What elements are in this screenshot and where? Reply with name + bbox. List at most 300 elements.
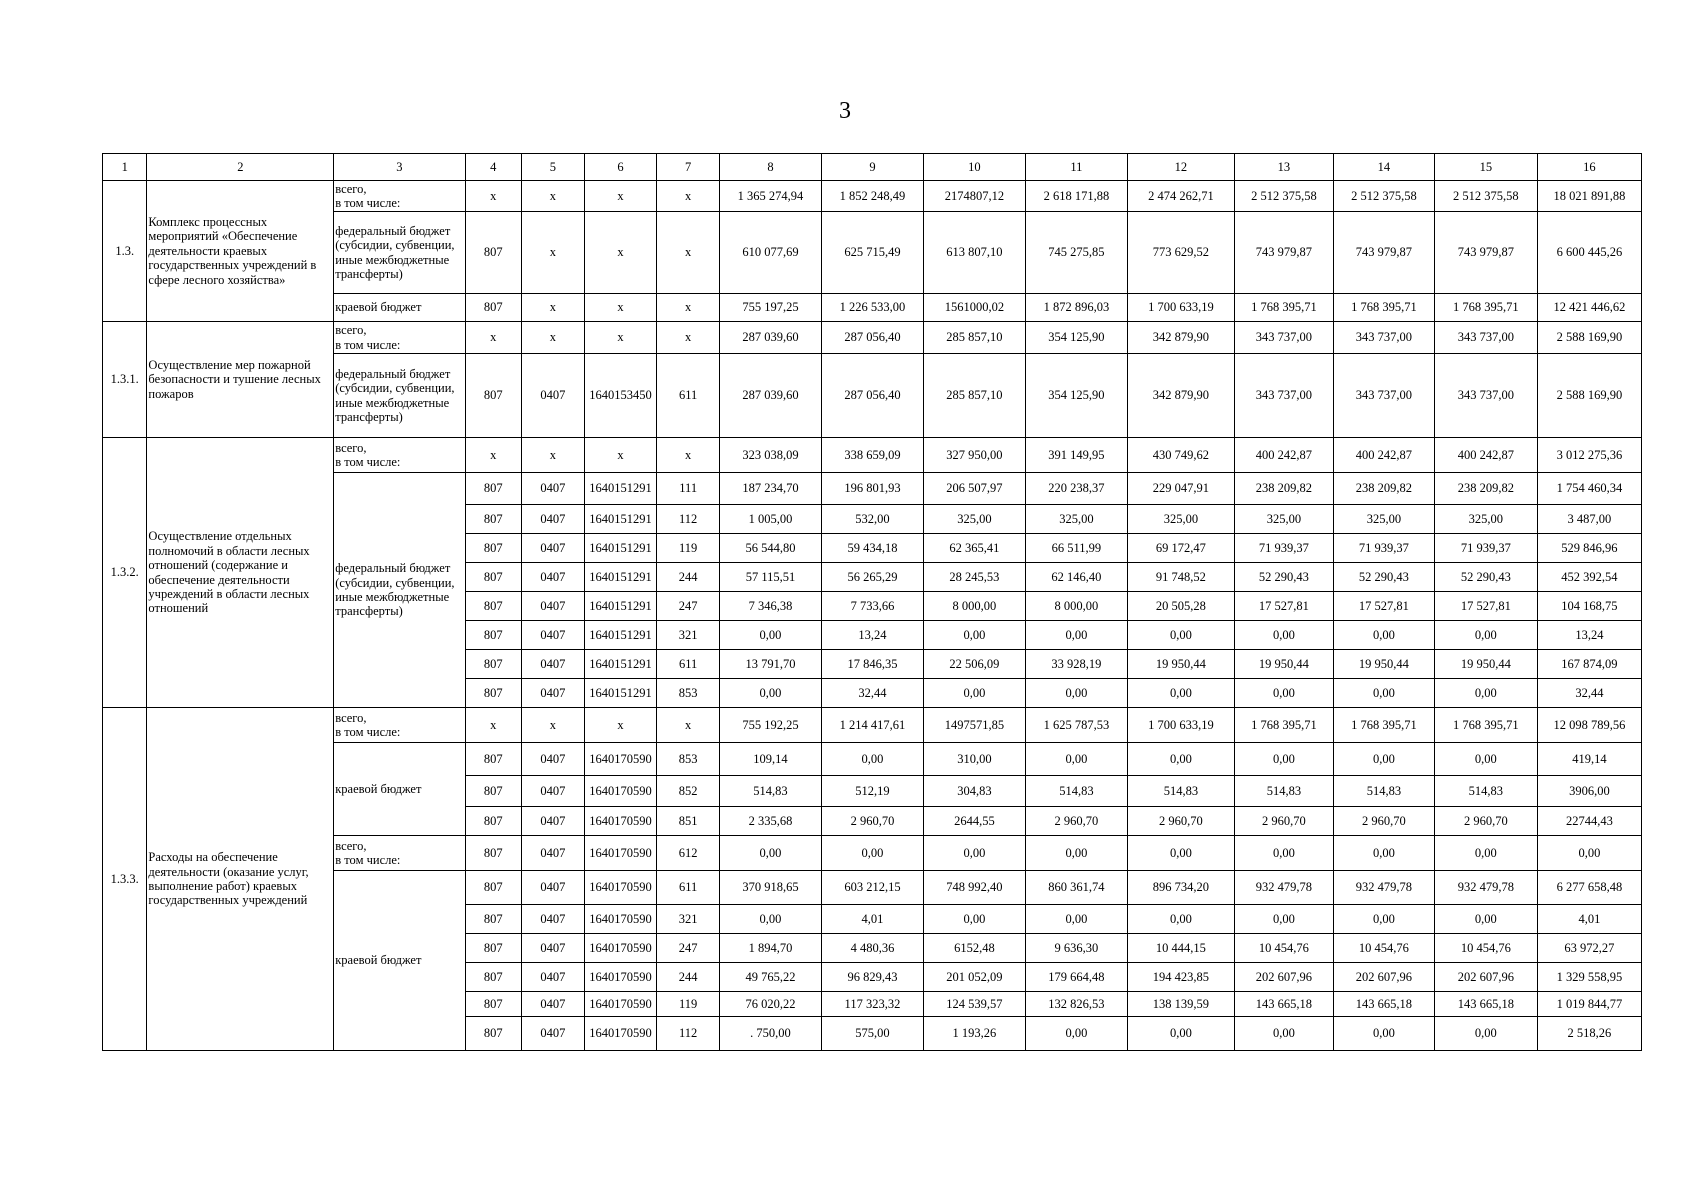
table-cell: 1 019 844,77 [1537, 992, 1641, 1017]
table-cell: 0407 [522, 871, 585, 905]
table-cell: 400 242,87 [1333, 438, 1434, 473]
table-cell: 0,00 [1434, 836, 1537, 871]
table-cell: 244 [657, 963, 720, 992]
column-header: 1 [103, 154, 147, 181]
table-cell: 0,00 [1434, 679, 1537, 708]
table-row [103, 473, 1642, 505]
table-cell: 187 234,70 [719, 473, 821, 505]
table-cell: 2 618 171,88 [1025, 181, 1127, 212]
table-cell: 321 [657, 905, 720, 934]
funding-source: всего, в том числе: [334, 322, 465, 354]
table-cell: 112 [657, 1017, 720, 1051]
table-cell: 0407 [522, 992, 585, 1017]
table-cell: 807 [465, 1017, 522, 1051]
table-cell: 202 607,96 [1333, 963, 1434, 992]
table-cell: 17 527,81 [1333, 592, 1434, 621]
table-cell: 325,00 [1025, 505, 1127, 534]
table-cell: 33 928,19 [1025, 650, 1127, 679]
table-cell: 206 507,97 [923, 473, 1025, 505]
table-cell: 238 209,82 [1333, 473, 1434, 505]
table-cell: 7 733,66 [821, 592, 923, 621]
table-cell: 343 737,00 [1234, 322, 1333, 354]
table-cell: 354 125,90 [1025, 322, 1127, 354]
table-cell: 1 226 533,00 [821, 294, 923, 322]
table-cell: 285 857,10 [923, 354, 1025, 438]
table-cell: 325,00 [1234, 505, 1333, 534]
table-cell: 327 950,00 [923, 438, 1025, 473]
row-name: Осуществление мер пожарной безопасности и тушение лесных пожаров [147, 322, 334, 438]
table-cell: 52 290,43 [1234, 563, 1333, 592]
table-cell: 0,00 [1025, 743, 1127, 776]
table-cell: 807 [465, 212, 522, 294]
table-row [103, 294, 1642, 322]
table-cell: 71 939,37 [1434, 534, 1537, 563]
table-cell: 612 [657, 836, 720, 871]
table-cell: 400 242,87 [1434, 438, 1537, 473]
table-cell: 807 [465, 563, 522, 592]
table-cell: 807 [465, 905, 522, 934]
table-cell: 0,00 [923, 621, 1025, 650]
table-cell: 514,83 [1434, 776, 1537, 807]
table-cell: 400 242,87 [1234, 438, 1333, 473]
table-cell: 56 265,29 [821, 563, 923, 592]
table-cell: 229 047,91 [1127, 473, 1234, 505]
table-cell: 0,00 [1234, 1017, 1333, 1051]
table-cell: 244 [657, 563, 720, 592]
table-cell: 19 950,44 [1127, 650, 1234, 679]
table-cell: 419,14 [1537, 743, 1641, 776]
table-cell: 2 960,70 [1434, 807, 1537, 836]
table-cell: 179 664,48 [1025, 963, 1127, 992]
table-cell: 0,00 [1127, 621, 1234, 650]
page-number: 3 [839, 98, 851, 124]
table-cell: 0,00 [1234, 743, 1333, 776]
table-cell: 1 329 558,95 [1537, 963, 1641, 992]
funding-source: всего, в том числе: [334, 181, 465, 212]
table-cell: 514,83 [1025, 776, 1127, 807]
table-cell: 138 139,59 [1127, 992, 1234, 1017]
table-row [103, 871, 1642, 905]
table-cell: 0407 [522, 621, 585, 650]
table-cell: 202 607,96 [1434, 963, 1537, 992]
table-cell: 1 005,00 [719, 505, 821, 534]
table-cell: 0,00 [1234, 836, 1333, 871]
column-header: 6 [584, 154, 657, 181]
table-cell: 342 879,90 [1127, 354, 1234, 438]
table-cell: 743 979,87 [1234, 212, 1333, 294]
table-cell: 611 [657, 650, 720, 679]
table-cell: 807 [465, 934, 522, 963]
table-row [103, 836, 1642, 871]
table-cell: 56 544,80 [719, 534, 821, 563]
table-cell: 28 245,53 [923, 563, 1025, 592]
table-cell: 1 768 395,71 [1234, 708, 1333, 743]
table-body [103, 154, 1642, 1051]
table-cell: 343 737,00 [1434, 322, 1537, 354]
table-cell: 1640170590 [584, 934, 657, 963]
table-cell: 0,00 [1025, 905, 1127, 934]
table-cell: 62 146,40 [1025, 563, 1127, 592]
table-cell: 343 737,00 [1333, 354, 1434, 438]
table-cell: 807 [465, 836, 522, 871]
table-cell: 1640151291 [584, 592, 657, 621]
funding-source: всего, в том числе: [334, 708, 465, 743]
table-cell: 19 950,44 [1234, 650, 1333, 679]
table-cell: 0407 [522, 836, 585, 871]
table-cell: 807 [465, 871, 522, 905]
table-cell: 1640151291 [584, 679, 657, 708]
table-row [103, 438, 1642, 473]
table-cell: 2 960,70 [1333, 807, 1434, 836]
table-cell: 2 512 375,58 [1434, 181, 1537, 212]
table-cell: 143 665,18 [1434, 992, 1537, 1017]
table-cell: 111 [657, 473, 720, 505]
table-cell: 529 846,96 [1537, 534, 1641, 563]
table-cell: 52 290,43 [1434, 563, 1537, 592]
table-cell: 12 421 446,62 [1537, 294, 1641, 322]
table-cell: 807 [465, 963, 522, 992]
table-cell: 1 214 417,61 [821, 708, 923, 743]
table-cell: 167 874,09 [1537, 650, 1641, 679]
table-cell: х [584, 294, 657, 322]
table-cell: х [657, 708, 720, 743]
table-cell: 807 [465, 473, 522, 505]
table-cell: 512,19 [821, 776, 923, 807]
table-row [103, 743, 1642, 776]
table-cell: 1 700 633,19 [1127, 708, 1234, 743]
table-cell: 807 [465, 294, 522, 322]
table-cell: 0407 [522, 354, 585, 438]
table-cell: 0407 [522, 650, 585, 679]
table-cell: 0,00 [719, 621, 821, 650]
table-cell: . 750,00 [719, 1017, 821, 1051]
table-cell: 66 511,99 [1025, 534, 1127, 563]
table-cell: 1640151291 [584, 621, 657, 650]
table-cell: 196 801,93 [821, 473, 923, 505]
table-cell: 0,00 [1434, 905, 1537, 934]
table-cell: 6 600 445,26 [1537, 212, 1641, 294]
table-cell: 1 365 274,94 [719, 181, 821, 212]
table-cell: 1640170590 [584, 776, 657, 807]
table-cell: х [522, 438, 585, 473]
table-cell: 896 734,20 [1127, 871, 1234, 905]
table-cell: 852 [657, 776, 720, 807]
table-cell: 613 807,10 [923, 212, 1025, 294]
table-cell: 1 754 460,34 [1537, 473, 1641, 505]
table-cell: 1640170590 [584, 905, 657, 934]
table-cell: 1 193,26 [923, 1017, 1025, 1051]
table-cell: х [584, 181, 657, 212]
table-cell: 0407 [522, 776, 585, 807]
column-header: 16 [1537, 154, 1641, 181]
table-cell: 853 [657, 743, 720, 776]
table-cell: х [584, 708, 657, 743]
table-cell: 19 950,44 [1333, 650, 1434, 679]
table-cell: 0,00 [1333, 905, 1434, 934]
table-cell: 514,83 [1333, 776, 1434, 807]
table-cell: 0,00 [1434, 621, 1537, 650]
table-cell: 13 791,70 [719, 650, 821, 679]
table-cell: 194 423,85 [1127, 963, 1234, 992]
table-cell: 743 979,87 [1333, 212, 1434, 294]
table-cell: 430 749,62 [1127, 438, 1234, 473]
table-cell: 0,00 [923, 836, 1025, 871]
table-cell: 310,00 [923, 743, 1025, 776]
table-cell: 1640151291 [584, 650, 657, 679]
row-name: Расходы на обеспечение деятельности (оказание услуг, выполнение работ) краевых государственных учреждений [147, 708, 334, 1051]
table-cell: 1 700 633,19 [1127, 294, 1234, 322]
table-cell: 1640170590 [584, 871, 657, 905]
table-cell: 0407 [522, 807, 585, 836]
table-cell: х [465, 438, 522, 473]
table-cell: 807 [465, 505, 522, 534]
table-cell: 8 000,00 [1025, 592, 1127, 621]
table-cell: 807 [465, 807, 522, 836]
table-cell: 0,00 [923, 905, 1025, 934]
table-cell: 6 277 658,48 [1537, 871, 1641, 905]
table-cell: 1640170590 [584, 807, 657, 836]
table-cell: 18 021 891,88 [1537, 181, 1641, 212]
column-header: 10 [923, 154, 1025, 181]
table-cell: 860 361,74 [1025, 871, 1127, 905]
row-name: Осуществление отдельных полномочий в области лесных отношений (содержание и обеспечение деятельности учреждений в области лесных отношений [147, 438, 334, 708]
table-cell: 932 479,78 [1333, 871, 1434, 905]
row-number: 1.3.2. [103, 438, 147, 708]
table-cell: х [584, 438, 657, 473]
column-header: 8 [719, 154, 821, 181]
table-cell: 807 [465, 354, 522, 438]
table-cell: 0,00 [719, 836, 821, 871]
table-cell: 343 737,00 [1333, 322, 1434, 354]
table-row [103, 212, 1642, 294]
table-cell: 2 960,70 [1127, 807, 1234, 836]
table-cell: 932 479,78 [1234, 871, 1333, 905]
table-cell: 7 346,38 [719, 592, 821, 621]
table-cell: 12 098 789,56 [1537, 708, 1641, 743]
table-cell: 22744,43 [1537, 807, 1641, 836]
table-cell: 10 444,15 [1127, 934, 1234, 963]
table-cell: 1 852 248,49 [821, 181, 923, 212]
table-cell: 2644,55 [923, 807, 1025, 836]
table-cell: х [522, 212, 585, 294]
table-cell: 287 056,40 [821, 354, 923, 438]
table-cell: 304,83 [923, 776, 1025, 807]
table-cell: 57 115,51 [719, 563, 821, 592]
table-cell: 2 960,70 [821, 807, 923, 836]
table-cell: 611 [657, 354, 720, 438]
table-cell: 1 768 395,71 [1434, 294, 1537, 322]
table-cell: 0407 [522, 934, 585, 963]
table-cell: 1 768 395,71 [1333, 294, 1434, 322]
table-cell: 1 768 395,71 [1234, 294, 1333, 322]
table-cell: 2 960,70 [1234, 807, 1333, 836]
table-cell: х [465, 181, 522, 212]
table-cell: 0,00 [1127, 836, 1234, 871]
table-cell: 0407 [522, 505, 585, 534]
table-cell: 0407 [522, 534, 585, 563]
table-cell: 20 505,28 [1127, 592, 1234, 621]
table-cell: 17 846,35 [821, 650, 923, 679]
table-cell: 32,44 [1537, 679, 1641, 708]
column-header: 7 [657, 154, 720, 181]
table-cell: 117 323,32 [821, 992, 923, 1017]
table-cell: 1640153450 [584, 354, 657, 438]
table-cell: 238 209,82 [1434, 473, 1537, 505]
table-cell: 0,00 [1127, 1017, 1234, 1051]
table-cell: 71 939,37 [1234, 534, 1333, 563]
table-cell: 8 000,00 [923, 592, 1025, 621]
table-cell: 0407 [522, 1017, 585, 1051]
table-cell: 104 168,75 [1537, 592, 1641, 621]
table-cell: 321 [657, 621, 720, 650]
table-cell: 76 020,22 [719, 992, 821, 1017]
table-cell: 807 [465, 650, 522, 679]
table-cell: 325,00 [1127, 505, 1234, 534]
table-cell: 391 149,95 [1025, 438, 1127, 473]
row-name: Комплекс процессных мероприятий «Обеспечение деятельности краевых государственных учреждений в сфере лесного хозяйства» [147, 181, 334, 322]
table-cell: 0,00 [1025, 621, 1127, 650]
table-cell: 13,24 [821, 621, 923, 650]
table-cell: 0407 [522, 592, 585, 621]
table-cell: х [657, 181, 720, 212]
table-cell: 10 454,76 [1333, 934, 1434, 963]
table-cell: 119 [657, 992, 720, 1017]
column-header: 11 [1025, 154, 1127, 181]
funding-source: федеральный бюджет (субсидии, субвенции, иные межбюджетные трансферты) [334, 354, 465, 438]
table-cell: 2174807,12 [923, 181, 1025, 212]
table-cell: 755 192,25 [719, 708, 821, 743]
table-cell: 1497571,85 [923, 708, 1025, 743]
table-cell: 0,00 [1333, 743, 1434, 776]
table-cell: 285 857,10 [923, 322, 1025, 354]
table-cell: 52 290,43 [1333, 563, 1434, 592]
table-cell: 1640170590 [584, 1017, 657, 1051]
table-cell: 325,00 [1434, 505, 1537, 534]
table-cell: х [657, 438, 720, 473]
table-cell: х [657, 294, 720, 322]
table-cell: х [465, 708, 522, 743]
table-cell: х [584, 322, 657, 354]
table-cell: 514,83 [719, 776, 821, 807]
table-cell: 0,00 [1434, 743, 1537, 776]
budget-table [102, 153, 1642, 1051]
table-cell: 773 629,52 [1127, 212, 1234, 294]
funding-source: краевой бюджет [334, 294, 465, 322]
table-row [103, 354, 1642, 438]
table-cell: 370 918,65 [719, 871, 821, 905]
table-cell: 0,00 [1333, 621, 1434, 650]
table-cell: 2 960,70 [1025, 807, 1127, 836]
table-row [103, 181, 1642, 212]
funding-source: федеральный бюджет (субсидии, субвенции, иные межбюджетные трансферты) [334, 212, 465, 294]
table-cell: 755 197,25 [719, 294, 821, 322]
table-cell: 325,00 [923, 505, 1025, 534]
table-cell: х [522, 294, 585, 322]
table-cell: 6152,48 [923, 934, 1025, 963]
table-cell: 3 012 275,36 [1537, 438, 1641, 473]
table-cell: 49 765,22 [719, 963, 821, 992]
table-cell: 1 625 787,53 [1025, 708, 1127, 743]
table-cell: 10 454,76 [1434, 934, 1537, 963]
table-cell: 807 [465, 743, 522, 776]
table-cell: 1640170590 [584, 963, 657, 992]
table-cell: 247 [657, 934, 720, 963]
table-cell: 1640151291 [584, 473, 657, 505]
table-cell: 2 512 375,58 [1234, 181, 1333, 212]
table-cell: 0,00 [1025, 1017, 1127, 1051]
table-cell: 0407 [522, 905, 585, 934]
funding-source: краевой бюджет [334, 743, 465, 836]
table-cell: 143 665,18 [1333, 992, 1434, 1017]
table-cell: 0,00 [1025, 679, 1127, 708]
table-cell: 201 052,09 [923, 963, 1025, 992]
table-cell: 4,01 [821, 905, 923, 934]
table-cell: 1 894,70 [719, 934, 821, 963]
table-cell: 603 212,15 [821, 871, 923, 905]
table-cell: 4 480,36 [821, 934, 923, 963]
table-cell: 109,14 [719, 743, 821, 776]
table-cell: 0407 [522, 679, 585, 708]
table-cell: 2 335,68 [719, 807, 821, 836]
row-number: 1.3.1. [103, 322, 147, 438]
table-cell: 69 172,47 [1127, 534, 1234, 563]
table-cell: 0,00 [821, 836, 923, 871]
table-cell: 625 715,49 [821, 212, 923, 294]
table-cell: х [465, 322, 522, 354]
table-cell: 96 829,43 [821, 963, 923, 992]
table-cell: 10 454,76 [1234, 934, 1333, 963]
column-header: 3 [334, 154, 465, 181]
table-cell: 0,00 [1537, 836, 1641, 871]
table-cell: 1640170590 [584, 992, 657, 1017]
table-cell: 119 [657, 534, 720, 563]
table-cell: 0,00 [923, 679, 1025, 708]
table-cell: 202 607,96 [1234, 963, 1333, 992]
table-cell: 63 972,27 [1537, 934, 1641, 963]
table-row [103, 322, 1642, 354]
table-cell: 0,00 [1234, 621, 1333, 650]
table-cell: 22 506,09 [923, 650, 1025, 679]
table-cell: х [657, 322, 720, 354]
table-cell: 853 [657, 679, 720, 708]
table-cell: 1 768 395,71 [1333, 708, 1434, 743]
table-cell: 807 [465, 592, 522, 621]
table-cell: 851 [657, 807, 720, 836]
table-cell: 32,44 [821, 679, 923, 708]
table-cell: 1561000,02 [923, 294, 1025, 322]
table-cell: 91 748,52 [1127, 563, 1234, 592]
table-cell: 743 979,87 [1434, 212, 1537, 294]
table-cell: 610 077,69 [719, 212, 821, 294]
table-row [103, 708, 1642, 743]
row-number: 1.3.3. [103, 708, 147, 1051]
table-cell: 1640151291 [584, 505, 657, 534]
table-cell: 1640170590 [584, 743, 657, 776]
table-cell: 0,00 [1127, 679, 1234, 708]
table-cell: 1 872 896,03 [1025, 294, 1127, 322]
table-cell: 807 [465, 621, 522, 650]
table-cell: х [522, 181, 585, 212]
table-cell: 1 768 395,71 [1434, 708, 1537, 743]
table-cell: 3 487,00 [1537, 505, 1641, 534]
table-cell: 220 238,37 [1025, 473, 1127, 505]
table-cell: 17 527,81 [1234, 592, 1333, 621]
column-header: 2 [147, 154, 334, 181]
table-cell: 0,00 [1333, 1017, 1434, 1051]
funding-source: краевой бюджет [334, 871, 465, 1051]
table-row [103, 154, 1642, 181]
column-header: 9 [821, 154, 923, 181]
